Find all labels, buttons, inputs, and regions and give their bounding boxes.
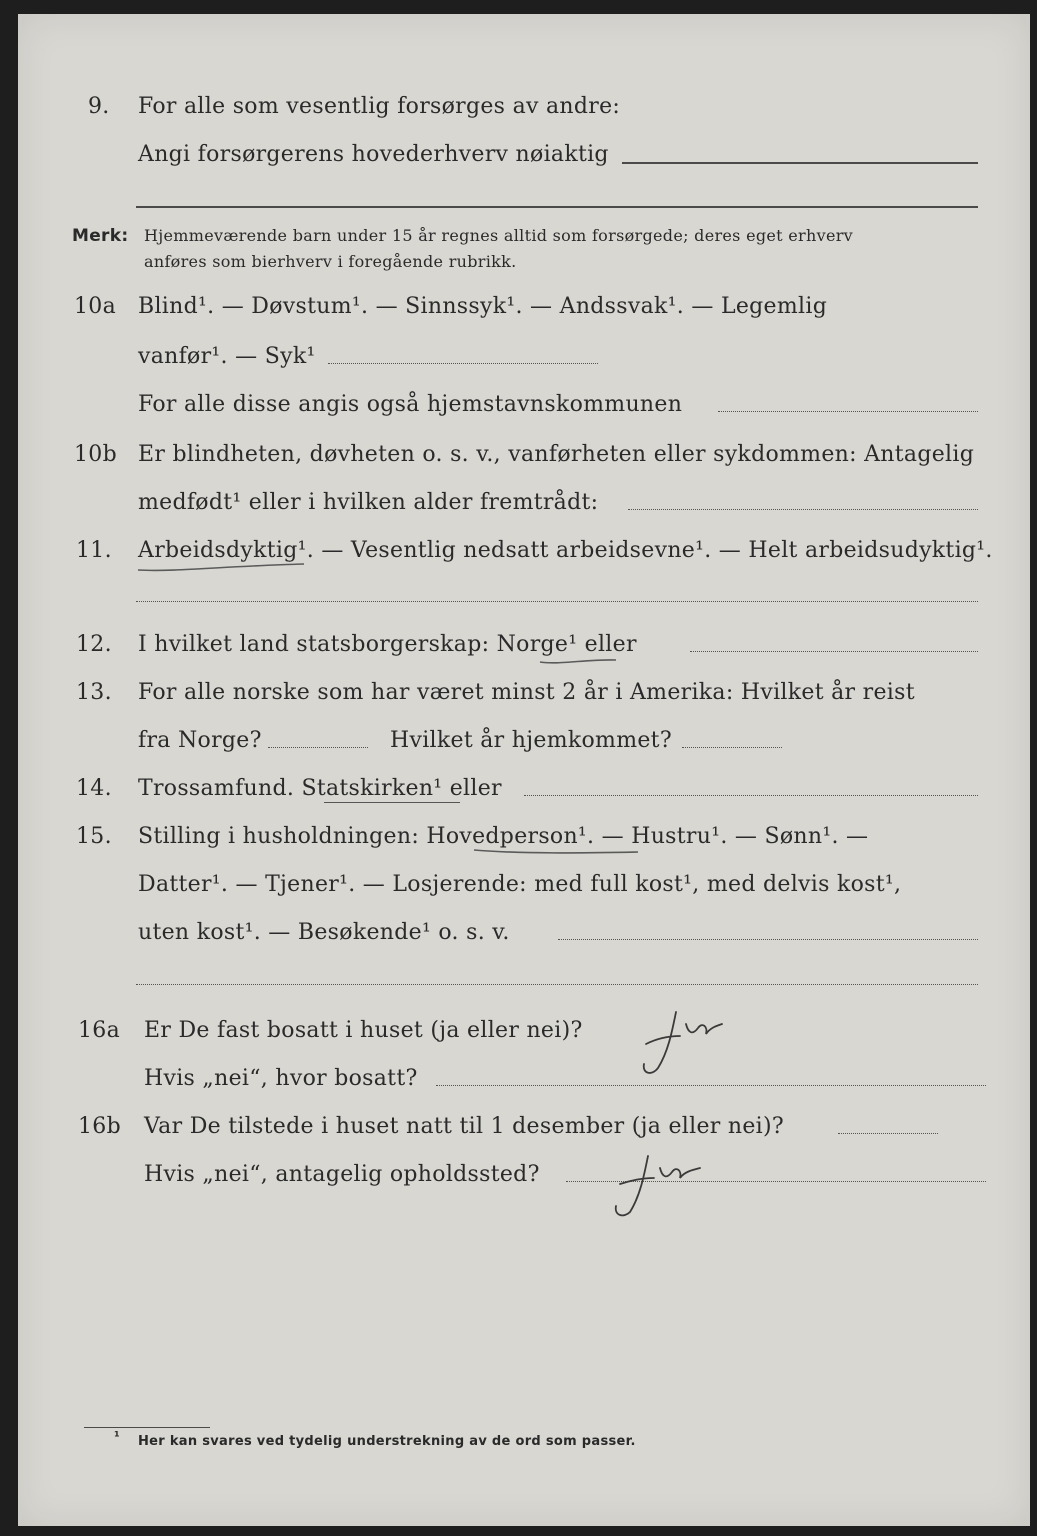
- answer-line-13-reist[interactable]: [268, 747, 368, 748]
- census-form-page: [18, 14, 1030, 1526]
- question-15-line-2: Datter¹. — Tjener¹. — Losjerende: med full kost¹, med delvis kost¹,: [138, 872, 902, 897]
- question-16a-number: 16a: [78, 1018, 121, 1043]
- merk-label: Merk:: [72, 226, 129, 246]
- question-10b-line-2: medfødt¹ eller i hvilken alder fremtrådt:: [138, 490, 599, 515]
- question-16b-line-1: Var De tilstede i huset natt til 1 desember (ja eller nei)?: [144, 1114, 784, 1139]
- footnote-rule: [84, 1427, 210, 1428]
- underline-norge: [538, 654, 618, 668]
- underline-arbeidsdyktig: [136, 560, 306, 576]
- question-13-line-1: For alle norske som har været minst 2 år i Amerika: Hvilket år reist: [138, 680, 915, 705]
- question-11-text: Arbeidsdyktig¹. — Vesentlig nedsatt arbeidsevne¹. — Helt arbeidsudyktig¹.: [138, 538, 993, 563]
- answer-line-13-hjemkommet[interactable]: [682, 747, 782, 748]
- question-15-line-1: Stilling i husholdningen: Hovedperson¹. — Hustru¹. — Sønn¹. —: [138, 824, 869, 849]
- underline-statskirken: [324, 802, 460, 803]
- question-10b-line-1: Er blindheten, døvheten o. s. v., vanførheten eller sykdommen: Antagelig: [138, 442, 975, 467]
- question-10a-number: 10a: [74, 294, 117, 319]
- question-12-number: 12.: [76, 632, 112, 657]
- question-15-number: 15.: [76, 824, 112, 849]
- answer-line-11[interactable]: [136, 601, 978, 602]
- answer-line-10a-hjemstavn[interactable]: [718, 411, 978, 412]
- footnote-mark: ¹: [114, 1430, 120, 1445]
- answer-line-9[interactable]: [622, 162, 978, 164]
- answer-line-15[interactable]: [558, 939, 978, 940]
- question-9-prompt: Angi forsørgerens hovederhverv nøiaktig: [138, 142, 609, 167]
- handwritten-answer-16b: [602, 1142, 712, 1222]
- underline-hovedperson: [472, 844, 642, 860]
- merk-line-2: anføres som bierhverv i foregående rubrikk.: [144, 252, 517, 271]
- answer-line-14[interactable]: [524, 795, 978, 796]
- question-16a-line-1: Er De fast bosatt i huset (ja eller nei)?: [144, 1018, 583, 1043]
- footnote-text: Her kan svares ved tydelig understrekning av de ord som passer.: [138, 1434, 636, 1449]
- answer-line-10a-syk[interactable]: [328, 363, 598, 364]
- question-9-number: 9.: [88, 94, 110, 119]
- answer-line-10b[interactable]: [628, 509, 978, 510]
- question-10a-line-2: vanfør¹. — Syk¹: [138, 344, 316, 369]
- question-16a-line-2: Hvis „nei“, hvor bosatt?: [144, 1066, 418, 1091]
- question-14-number: 14.: [76, 776, 112, 801]
- handwritten-answer-16a: [624, 1002, 734, 1082]
- question-16b-number: 16b: [78, 1114, 121, 1139]
- answer-line-16a[interactable]: [436, 1085, 986, 1086]
- question-14-text: Trossamfund. Statskirken¹ eller: [138, 776, 502, 801]
- question-9-text: For alle som vesentlig forsørges av andre:: [138, 94, 621, 119]
- question-10b-number: 10b: [74, 442, 117, 467]
- merk-line-1: Hjemmeværende barn under 15 år regnes alltid som forsørgede; deres eget erhverv: [144, 226, 853, 245]
- question-12-text: I hvilket land statsborgerskap: Norge¹ eller: [138, 632, 637, 657]
- question-10a-line-3: For alle disse angis også hjemstavnskommunen: [138, 392, 683, 417]
- question-13-line-2b: Hvilket år hjemkommet?: [390, 728, 672, 753]
- answer-line-9b[interactable]: [136, 206, 978, 208]
- question-16b-line-2: Hvis „nei“, antagelig opholdssted?: [144, 1162, 540, 1187]
- question-13-number: 13.: [76, 680, 112, 705]
- question-13-line-2a: fra Norge?: [138, 728, 262, 753]
- question-10a-line-1: Blind¹. — Døvstum¹. — Sinnssyk¹. — Andssvak¹. — Legemlig: [138, 294, 828, 319]
- answer-line-16b[interactable]: [838, 1133, 938, 1134]
- question-11-number: 11.: [76, 538, 112, 563]
- answer-line-12[interactable]: [690, 651, 978, 652]
- question-15-line-3: uten kost¹. — Besøkende¹ o. s. v.: [138, 920, 510, 945]
- answer-line-15b[interactable]: [136, 984, 978, 985]
